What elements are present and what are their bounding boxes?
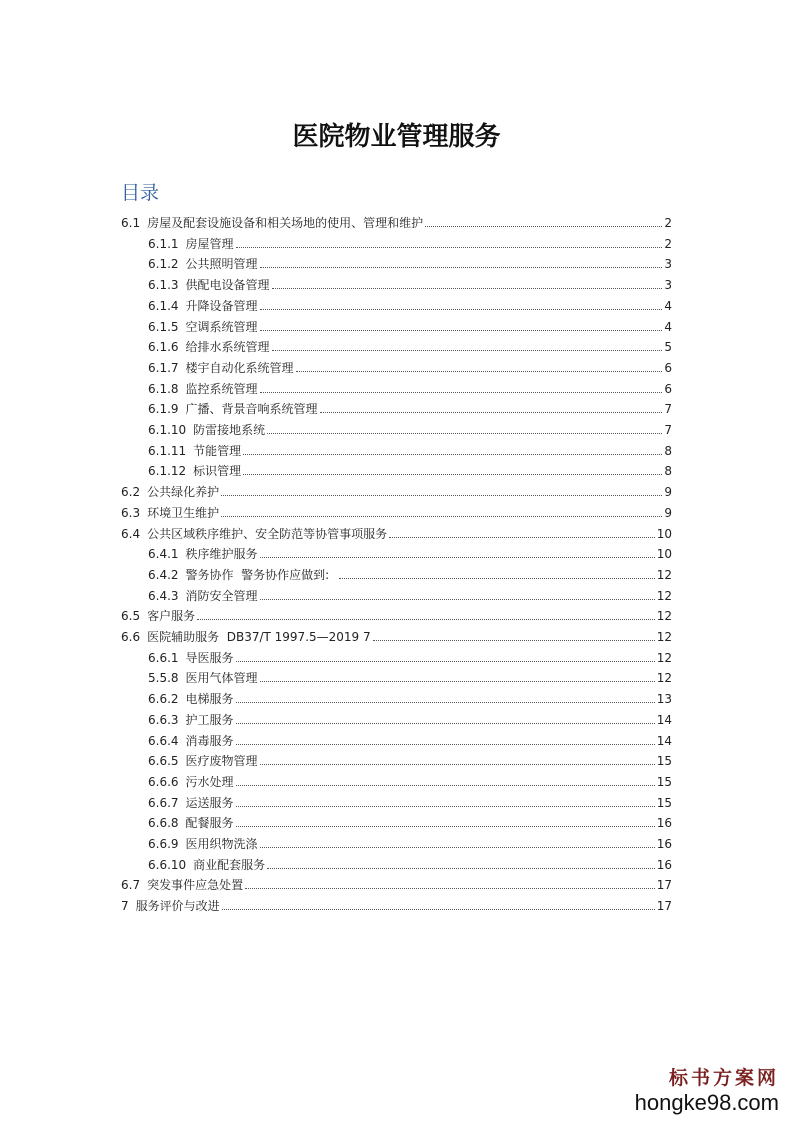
toc-entry-page: 9 xyxy=(664,505,672,520)
toc-entry-text: 秩序维护服务 xyxy=(185,547,258,562)
toc-leader-dots xyxy=(236,806,655,807)
toc-entry-page: 12 xyxy=(656,630,672,644)
toc-entry-page: 2 xyxy=(664,216,672,230)
toc-entry-text: 突发事件应急处置 xyxy=(147,878,244,893)
toc-entry-text: 医用织物洗涤 xyxy=(185,837,258,851)
toc-entry[interactable] xyxy=(148,274,672,292)
toc-entry[interactable] xyxy=(148,647,672,665)
toc-entry-number: 6.6.6 xyxy=(148,774,179,789)
toc-entry-page: 15 xyxy=(656,754,672,769)
toc-entry-number: 6.6.1 xyxy=(148,650,179,665)
toc-entry[interactable] xyxy=(148,667,672,685)
toc-leader-dots xyxy=(236,247,663,248)
toc-entry-page: 17 xyxy=(656,899,672,914)
toc-entry-text: 给排水系统管理 xyxy=(185,340,270,355)
toc-leader-dots xyxy=(267,868,655,869)
toc-entry-number: 6.6.3 xyxy=(148,712,179,727)
toc-entry-number: 6.6.7 xyxy=(148,795,179,810)
toc-entry[interactable] xyxy=(148,709,672,727)
toc-entry-number: 6.5 xyxy=(121,609,141,624)
toc-entry-number: 6.2 xyxy=(121,485,141,500)
page-title: 医院物业管理服务 xyxy=(292,122,501,152)
toc-entry-text: 房屋及配套设施设备和相关场地的使用、管理和维护 xyxy=(147,216,424,230)
toc-entry-text: 配餐服务 xyxy=(185,816,234,831)
toc-entry-page: 12 xyxy=(656,650,672,665)
toc-entry-text: 消毒服务 xyxy=(185,733,234,748)
toc-entry-page: 4 xyxy=(664,298,672,313)
toc-entry-number: 6.1 xyxy=(121,216,141,230)
toc-entry[interactable] xyxy=(148,460,672,478)
toc-leader-dots xyxy=(389,537,655,538)
toc-entry[interactable] xyxy=(148,833,672,851)
toc-entry[interactable] xyxy=(121,502,672,520)
toc-entry-number: 5.5.8 xyxy=(148,671,179,686)
toc-entry[interactable] xyxy=(148,543,672,561)
toc-entry[interactable] xyxy=(148,419,672,437)
toc-entry-text: 运送服务 xyxy=(185,795,234,810)
toc-entry-page: 8 xyxy=(664,443,672,458)
toc-entry-page: 17 xyxy=(656,878,672,893)
toc-entry[interactable] xyxy=(121,874,672,892)
toc-entry-number: 6.6.2 xyxy=(148,692,179,707)
toc-entry-text: 电梯服务 xyxy=(185,692,234,707)
toc-entry[interactable] xyxy=(121,481,672,499)
toc-entry-page: 16 xyxy=(656,816,672,831)
toc-entry-text: 医院辅助服务 DB37/T 1997.5—2019 7 xyxy=(147,630,371,644)
toc-leader-dots xyxy=(425,226,662,227)
watermark xyxy=(635,1063,779,1116)
toc-leader-dots xyxy=(260,764,655,765)
toc-entry[interactable] xyxy=(148,233,672,251)
toc-entry-number: 6.1.3 xyxy=(148,278,179,293)
toc-entry-text: 护工服务 xyxy=(185,712,234,727)
toc-entry[interactable] xyxy=(148,812,672,830)
toc-entry-text: 商业配套服务 xyxy=(193,857,266,872)
toc-leader-dots xyxy=(260,847,655,848)
toc-leader-dots xyxy=(339,578,655,579)
toc-entry-number: 6.1.6 xyxy=(148,340,179,355)
toc-entry[interactable] xyxy=(121,523,672,541)
toc-entry-text: 升降设备管理 xyxy=(185,298,258,313)
toc-entry-number: 6.6.10 xyxy=(148,857,187,872)
toc-entry-page: 4 xyxy=(664,319,672,334)
toc-entry-text: 节能管理 xyxy=(193,443,242,458)
toc-entry[interactable] xyxy=(121,895,672,913)
toc-leader-dots xyxy=(260,392,663,393)
toc-entry[interactable] xyxy=(148,378,672,396)
toc-leader-dots xyxy=(236,785,655,786)
toc-entry-page: 3 xyxy=(664,278,672,293)
toc-entry-number: 6.4.3 xyxy=(148,588,179,603)
toc-entry-page: 12 xyxy=(656,609,672,624)
toc-leader-dots xyxy=(197,619,655,620)
toc-entry-page: 7 xyxy=(664,423,672,437)
toc-entry-text: 供配电设备管理 xyxy=(185,278,270,293)
toc-entry-page: 14 xyxy=(656,733,672,748)
toc-leader-dots xyxy=(260,309,663,310)
toc-entry-number: 6.1.10 xyxy=(148,423,187,437)
toc-leader-dots xyxy=(243,454,662,455)
toc-leader-dots xyxy=(236,723,655,724)
toc-entry-page: 10 xyxy=(656,526,672,541)
toc-leader-dots xyxy=(243,474,662,475)
toc-entry-number: 7 xyxy=(121,899,129,914)
toc-entry-text: 客户服务 xyxy=(147,609,196,624)
toc-entry-text: 环境卫生维护 xyxy=(147,505,220,520)
toc-entry-text: 房屋管理 xyxy=(185,236,234,251)
toc-entry-text: 监控系统管理 xyxy=(185,381,258,396)
toc-entry-number: 6.1.4 xyxy=(148,298,179,313)
toc-entry-text: 公共照明管理 xyxy=(185,257,258,272)
toc-entry-number: 6.1.2 xyxy=(148,257,179,272)
toc-leader-dots xyxy=(272,350,663,351)
toc-entry-text: 广播、背景音响系统管理 xyxy=(185,402,318,417)
toc-entry-page: 14 xyxy=(656,712,672,727)
toc-leader-dots xyxy=(236,661,655,662)
toc-entry-page: 16 xyxy=(656,857,672,872)
toc-entry[interactable] xyxy=(148,730,672,748)
toc-entry-page: 15 xyxy=(656,795,672,810)
toc-entry-text: 警务协作 警务协作应做到: xyxy=(185,567,337,582)
toc-entry-number: 6.1.11 xyxy=(148,443,187,458)
toc-entry-text: 楼宇自动化系统管理 xyxy=(185,360,294,375)
toc-entry[interactable] xyxy=(148,854,672,872)
toc-leader-dots xyxy=(236,744,655,745)
watermark-logo-text: 标书方案网 xyxy=(668,1067,779,1089)
toc-entry[interactable] xyxy=(148,440,672,458)
toc-entry-text: 消防安全管理 xyxy=(185,588,258,603)
toc-entry[interactable] xyxy=(148,564,672,582)
toc-entry-text: 标识管理 xyxy=(193,464,242,479)
toc-entry-number: 6.4 xyxy=(121,526,141,541)
toc-entry[interactable] xyxy=(148,316,672,334)
toc-leader-dots xyxy=(267,433,662,434)
toc-entry-number: 6.7 xyxy=(121,878,141,893)
toc-entry[interactable] xyxy=(148,771,672,789)
toc-entry-page: 13 xyxy=(656,692,672,707)
toc-entry-page: 2 xyxy=(664,236,672,251)
toc-entry-page: 8 xyxy=(664,464,672,479)
toc-leader-dots xyxy=(260,330,663,331)
toc-entry-number: 6.1.12 xyxy=(148,464,187,479)
toc-entry-number: 6.1.8 xyxy=(148,381,179,396)
toc-entry-page: 5 xyxy=(664,340,672,355)
toc-entry-number: 6.6.5 xyxy=(148,754,179,769)
toc-entry-text: 空调系统管理 xyxy=(185,319,258,334)
toc-entry-number: 6.6.8 xyxy=(148,816,179,831)
toc-entry[interactable] xyxy=(148,336,672,354)
toc-entry-number: 6.3 xyxy=(121,505,141,520)
toc-entry[interactable] xyxy=(121,626,672,644)
toc-entry[interactable] xyxy=(121,212,672,230)
toc-leader-dots xyxy=(260,267,663,268)
toc-entry-number: 6.1.9 xyxy=(148,402,179,417)
toc-entry[interactable] xyxy=(148,792,672,810)
toc-entry[interactable] xyxy=(148,295,672,313)
toc-entry-text: 防雷接地系统 xyxy=(193,423,266,437)
toc-entry[interactable] xyxy=(148,688,672,706)
toc-entry[interactable] xyxy=(148,750,672,768)
toc-leader-dots xyxy=(320,412,663,413)
toc-entry-text: 服务评价与改进 xyxy=(135,899,220,914)
toc-entry[interactable] xyxy=(148,585,672,603)
toc-entry-number: 6.4.2 xyxy=(148,567,179,582)
toc-entry-number: 6.4.1 xyxy=(148,547,179,562)
toc-entry[interactable] xyxy=(148,357,672,375)
watermark-url: hongke98.com xyxy=(634,1090,779,1115)
toc-entry-text: 导医服务 xyxy=(185,650,234,665)
toc-entry-page: 9 xyxy=(664,485,672,500)
toc-leader-dots xyxy=(260,599,655,600)
toc-entry-number: 6.1.7 xyxy=(148,360,179,375)
toc-entry-page: 12 xyxy=(656,588,672,603)
toc-entry-text: 公共区域秩序维护、安全防范等协管事项服务 xyxy=(147,526,388,541)
toc-entry-text: 公共绿化养护 xyxy=(147,485,220,500)
toc-entry-page: 6 xyxy=(664,360,672,375)
toc-entry-text: 污水处理 xyxy=(185,774,234,789)
toc-entry-number: 6.6 xyxy=(121,630,141,644)
toc-leader-dots xyxy=(236,826,655,827)
toc-leader-dots xyxy=(222,909,655,910)
toc-entry-text: 医疗废物管理 xyxy=(185,754,258,769)
toc-entry-page: 6 xyxy=(664,381,672,396)
toc-entry-text: 医用气体管理 xyxy=(185,671,258,686)
toc-entry-page: 12 xyxy=(656,671,672,686)
toc-entry-page: 15 xyxy=(656,774,672,789)
toc-entry[interactable] xyxy=(148,398,672,416)
toc-leader-dots xyxy=(373,640,655,641)
toc-entry-page: 12 xyxy=(656,567,672,582)
toc-entry-page: 7 xyxy=(664,402,672,417)
toc-entry-number: 6.1.5 xyxy=(148,319,179,334)
toc-entry-page: 10 xyxy=(656,547,672,562)
toc-leader-dots xyxy=(236,702,655,703)
toc-entry-number: 6.6.9 xyxy=(148,837,179,851)
toc-leader-dots xyxy=(221,495,662,496)
toc-leader-dots xyxy=(245,888,655,889)
toc-heading: 目录 xyxy=(121,182,160,204)
toc-leader-dots xyxy=(260,557,655,558)
toc-leader-dots xyxy=(221,516,662,517)
toc-entry-page: 3 xyxy=(664,257,672,272)
toc-entry[interactable] xyxy=(121,605,672,623)
toc-leader-dots xyxy=(272,288,663,289)
toc-entry-number: 6.1.1 xyxy=(148,236,179,251)
toc-entry-number: 6.6.4 xyxy=(148,733,179,748)
toc-leader-dots xyxy=(260,681,655,682)
toc-entry[interactable] xyxy=(148,253,672,271)
toc-leader-dots xyxy=(296,371,663,372)
toc-entry-page: 16 xyxy=(656,837,672,851)
